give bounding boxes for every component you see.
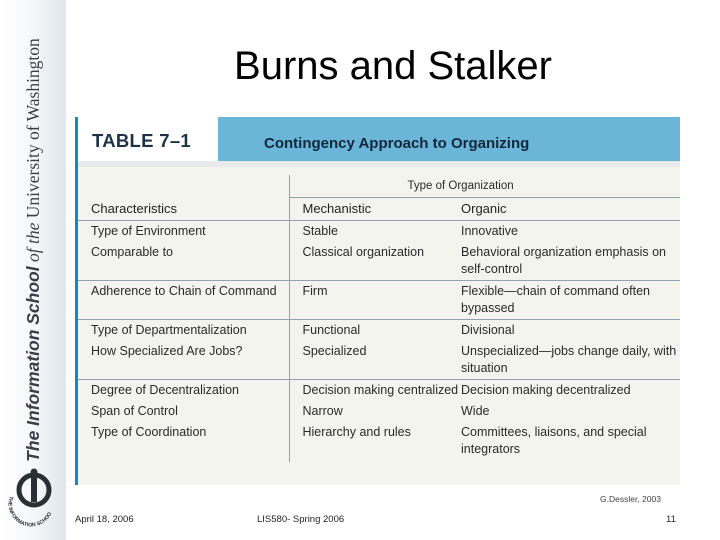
table-cell: Wide — [461, 404, 490, 418]
column-header: Characteristics — [78, 198, 289, 221]
table-cell: Degree of Decentralization — [78, 380, 289, 402]
slide-title: Burns and Stalker — [234, 44, 552, 88]
table-header-band — [78, 117, 680, 167]
table-caption: Contingency Approach to Organizing — [264, 135, 530, 152]
type-of-organization-header: Type of Organization — [289, 175, 680, 198]
table-cell: Narrow — [302, 404, 343, 418]
table-cell: Innovative — [461, 224, 518, 238]
table-cell: Classical organization — [289, 242, 461, 281]
table-cell: Functional — [302, 323, 361, 337]
table-row — [78, 221, 680, 243]
table-cell: Unspecialized—jobs change daily, with situation — [461, 341, 680, 380]
table-row — [78, 380, 680, 402]
table-cell: Hierarchy and rules — [302, 425, 411, 439]
school-name-of: of the — [23, 222, 43, 263]
table-row — [78, 242, 680, 281]
table-body — [78, 175, 680, 462]
branding-strip — [0, 0, 66, 540]
school-name-bold: The Information School — [23, 266, 43, 462]
column-header-row — [78, 198, 680, 221]
table-cell: Type of Departmentalization — [78, 320, 289, 342]
table-cell: Specialized — [289, 341, 461, 380]
table-cell: Stable — [302, 224, 338, 238]
table-number: TABLE 7–1 — [78, 117, 218, 161]
table-cell: Type of Environment — [78, 221, 289, 243]
page-number: 11 — [666, 514, 676, 525]
university-name: University of Washington — [23, 38, 43, 219]
table-row — [78, 281, 680, 320]
footer-course: LIS580- Spring 2006 — [257, 514, 345, 525]
column-header: Mechanistic — [289, 198, 461, 221]
table-cell: Divisional — [461, 323, 515, 337]
table-row — [78, 341, 680, 380]
table-cell: Adherence to Chain of Command — [78, 281, 289, 320]
table-row — [78, 401, 680, 422]
school-name-vertical — [21, 35, 45, 465]
table-cell: Flexible—chain of command often bypassed — [461, 281, 680, 320]
table-cell: Firm — [289, 281, 461, 320]
source-credit: G.Dessler, 2003 — [600, 494, 661, 504]
table-cell: Span of Control — [78, 401, 289, 422]
table-cell: Comparable to — [78, 242, 289, 281]
table-cell: Committees, liaisons, and special integrators — [461, 425, 647, 456]
table-cell: Behavioral organization emphasis on self-control — [461, 242, 680, 281]
table-row — [78, 422, 680, 462]
table-cell: Decision making centralized — [302, 383, 459, 397]
table-row — [78, 320, 680, 342]
contingency-table — [75, 117, 680, 485]
table-cell: Decision making decentralized — [461, 383, 631, 397]
table-cell: How Specialized Are Jobs? — [78, 341, 289, 380]
footer-date: April 18, 2006 — [75, 514, 134, 525]
ischool-logo-icon — [2, 466, 60, 534]
column-header: Organic — [461, 198, 680, 221]
table-cell: Type of Coordination — [78, 422, 289, 462]
logo-text: THE INFORMATION SCHOO — [6, 495, 54, 529]
